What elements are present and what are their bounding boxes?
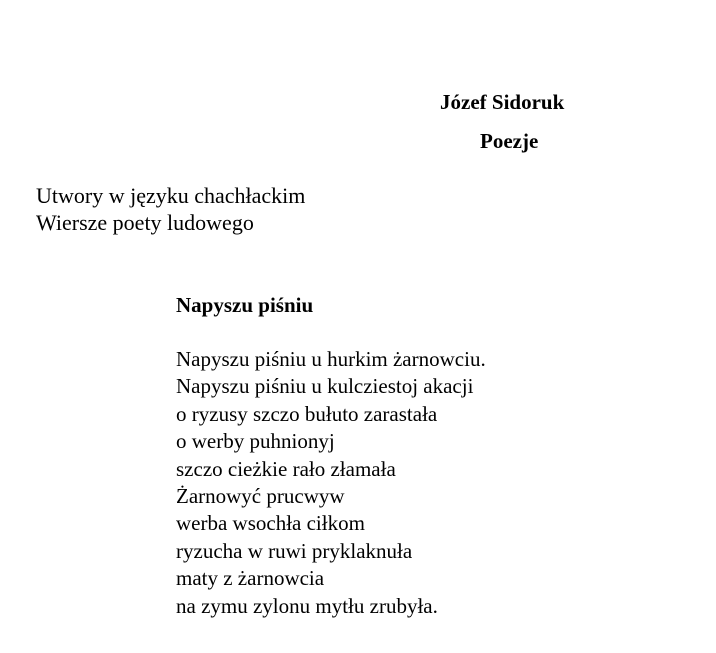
poem-line: Napyszu piśniu u hurkim żarnowciu. bbox=[176, 347, 486, 371]
poem-line: ryzucha w ruwi pryklaknuła bbox=[176, 538, 413, 563]
poem-line: werba wsochła ciłkom bbox=[176, 511, 365, 536]
subtitle-line: Utwory w języku chachłackim bbox=[36, 183, 306, 208]
poem-body bbox=[176, 346, 486, 620]
author-name: Józef Sidoruk bbox=[440, 90, 565, 114]
poem-title: Napyszu piśniu bbox=[176, 293, 314, 317]
poem-line: Żarnowyć prucwyw bbox=[176, 484, 345, 509]
subtitle-block bbox=[36, 182, 305, 236]
poem-line: o werby puhnionyj bbox=[176, 429, 335, 454]
poem-line: Napyszu piśniu u kulcziestoj akacji bbox=[176, 374, 474, 399]
subtitle-line: Wiersze poety ludowego bbox=[36, 210, 254, 235]
poem-line: na zymu zylonu mytłu zrubyła. bbox=[176, 593, 438, 618]
poem-line: szczo ciеżkie rało złamała bbox=[176, 456, 396, 481]
poem-line: o ryzusy szczo bułuto zarastała bbox=[176, 401, 438, 426]
book-title: Poezje bbox=[480, 129, 539, 153]
poem-line: maty z żarnowcia bbox=[176, 566, 325, 591]
